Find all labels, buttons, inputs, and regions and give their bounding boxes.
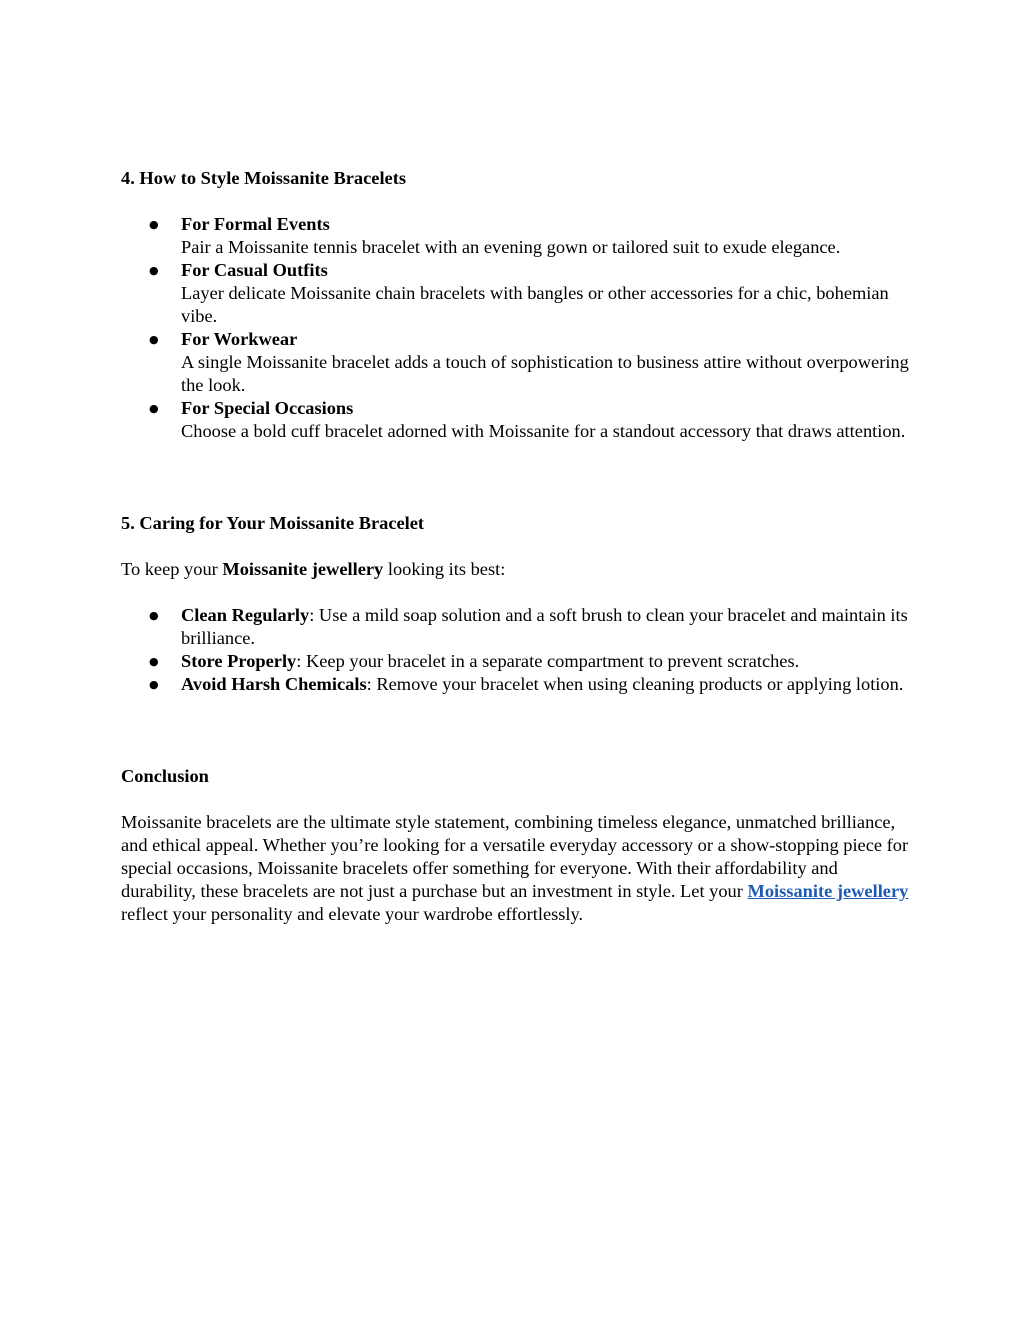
bullet-icon: ● [149, 655, 159, 668]
bullet-icon: ● [149, 333, 159, 346]
list-item-title: Clean Regularly [181, 605, 310, 625]
care-intro-after: looking its best: [383, 559, 506, 579]
bullet-icon: ● [149, 402, 159, 415]
list-item [121, 604, 911, 650]
list-item-text: : Keep your bracelet in a separate compartment to prevent scratches. [296, 651, 800, 671]
conclusion-heading: Conclusion [121, 766, 209, 786]
list-item-text: Pair a Moissanite tennis bracelet with an evening gown or tailored suit to exude elegance. [181, 237, 841, 257]
list-item [121, 650, 911, 673]
list-item-title: For Formal Events [181, 214, 330, 234]
bullet-icon: ● [149, 218, 159, 231]
list-item-text: : Remove your bracelet when using cleaning products or applying lotion. [366, 674, 904, 694]
conclusion-text-before: Moissanite bracelets are the ultimate style statement, combining timeless elegance, unmatched brilliance, and ethical appeal. Whether you’re looking for a versatile everyday accessory or a show-stopping piece for special occasions, Moissanite bracelets offer something for everyone. With their affordability and durability, these bracelets are not just a purchase but an investment in style. Let your [121, 812, 909, 901]
list-item-text: : Use a mild soap solution and a soft brush to clean your bracelet and maintain its brilliance. [181, 605, 908, 648]
list-item-text: Layer delicate Moissanite chain bracelets with bangles or other accessories for a chic, bohemian vibe. [181, 283, 889, 326]
list-item [121, 213, 911, 259]
list-item-title: For Special Occasions [181, 398, 354, 418]
section-4-heading: 4. How to Style Moissanite Bracelets [121, 168, 407, 188]
list-item-title: Store Properly [181, 651, 297, 671]
list-item-text: A single Moissanite bracelet adds a touch of sophistication to business attire without overpowering the look. [181, 352, 909, 395]
conclusion-paragraph [121, 811, 911, 926]
care-intro [121, 558, 911, 581]
list-item-title: For Casual Outfits [181, 260, 328, 280]
moissanite-jewellery-link[interactable]: Moissanite jewellery [747, 881, 909, 901]
bullet-icon: ● [149, 264, 159, 277]
list-item [121, 397, 911, 443]
list-item-title: For Workwear [181, 329, 298, 349]
care-intro-bold: Moissanite jewellery [222, 559, 384, 579]
styling-tips-list [121, 213, 911, 443]
care-intro-before: To keep your [121, 559, 223, 579]
conclusion-text-after: reflect your personality and elevate your wardrobe effortlessly. [121, 904, 584, 924]
care-tips-list [121, 604, 911, 696]
bullet-icon: ● [149, 678, 159, 691]
list-item [121, 328, 911, 397]
list-item-text: Choose a bold cuff bracelet adorned with Moissanite for a standout accessory that draws attention. [181, 421, 906, 441]
bullet-icon: ● [149, 609, 159, 622]
list-item-title: Avoid Harsh Chemicals [181, 674, 367, 694]
section-5-heading: 5. Caring for Your Moissanite Bracelet [121, 513, 425, 533]
list-item [121, 673, 911, 696]
document-page [121, 167, 911, 926]
list-item [121, 259, 911, 328]
